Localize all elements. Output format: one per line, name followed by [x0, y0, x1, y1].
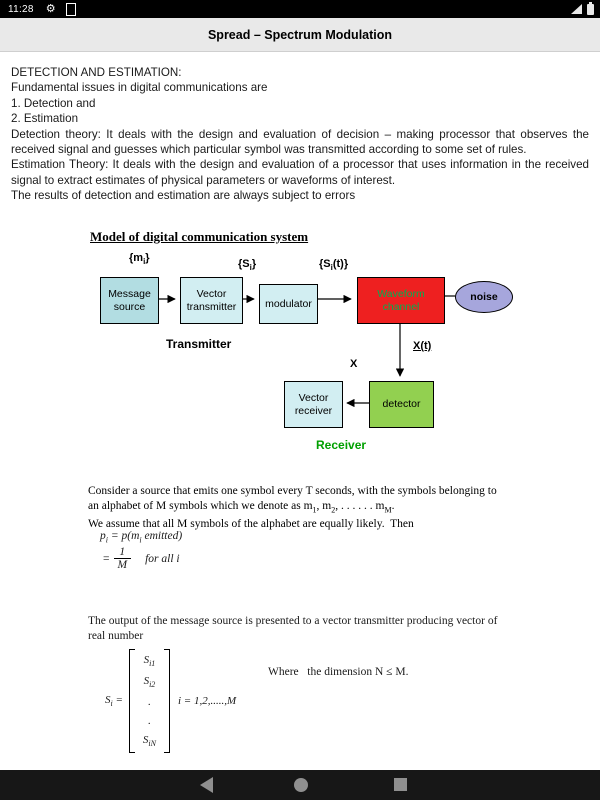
label-si: $\{S_i\}$ — [238, 258, 257, 273]
label-transmitter: Transmitter — [166, 337, 232, 351]
intro-text-block: DETECTION AND ESTIMATION: Fundamental issues in digital communications are 1. Detection and 2. Estimation Detection theory: It deals with the design and evaluation of decision – making processor that observes the received signal and guesses which particular symbol was transmitted according to some set of rules. Estimation Theory: It deals with the design and evaluation of a processor that uses information in the received signal to extract estimates of physical parameters or waveforms of interest. The results of detection and estimation are always subject to errors — [11, 66, 589, 203]
detector-box: detector — [369, 381, 434, 428]
label-xt: X(t) — [413, 340, 432, 352]
label-x: X — [350, 358, 358, 370]
modulator-box: modulator — [259, 284, 318, 324]
signal-vector-matrix: $S_i$ = $S_{i1}$ $S_{i2}$ . . $S_{iN}$ i = 1,2,.....,M — [105, 648, 236, 754]
waveform-channel-box: Waveform channel — [357, 277, 445, 324]
status-time: 11:28 — [8, 3, 34, 15]
signal-icon — [571, 4, 582, 14]
status-bar — [0, 0, 600, 18]
vector-receiver-box: Vector receiver — [284, 381, 343, 428]
label-sit: $\{S_i(t)\}$ — [319, 258, 349, 273]
battery-icon — [587, 4, 594, 15]
fraction-equation: = $\frac{1}{M}$ for all i — [103, 546, 180, 571]
estimation-theory-paragraph: Estimation Theory: It deals with the design and evaluation of a processor that uses information in the received signal to extract estimates of physical parameters or waveforms of interest. — [11, 158, 589, 187]
vector-transmitter-text: The output of the message source is presented to a vector transmitter producing vector of real number — [88, 615, 498, 642]
noise-ellipse: noise — [455, 281, 513, 313]
source-description-text: Consider a source that emits one symbol every T seconds, with the symbols belonging to an alphabet of M symbols which we denote as $m_1$, $m_2$, . . . . . . $m_M$. We assume that all M symbols of the alphabet are equally likely. Then — [88, 485, 497, 531]
dimension-note: Where the dimension N ≤ M. — [268, 666, 409, 678]
message-source-box: Message source — [100, 277, 159, 324]
label-receiver: Receiver — [316, 438, 367, 452]
label-mi: $\{m_i\}$ — [129, 252, 150, 267]
app-bar — [0, 18, 600, 52]
back-button[interactable] — [200, 777, 213, 793]
heading-line: DETECTION AND ESTIMATION: — [11, 66, 182, 79]
navigation-bar — [0, 770, 600, 800]
vector-transmitter-box: Vector transmitter — [180, 277, 243, 324]
diagram-title: Model of digital communication system — [90, 229, 309, 244]
gear-icon: ⚙ — [45, 2, 56, 15]
file-icon — [66, 3, 76, 16]
matrix-right-bracket — [164, 649, 170, 753]
diagram-arrows — [0, 250, 600, 465]
home-button[interactable] — [294, 778, 308, 792]
page-title: Spread – Spectrum Modulation — [207, 27, 393, 42]
probability-equation: $p_i = p(m_i$ emitted) — [100, 530, 183, 545]
block-diagram — [0, 250, 600, 465]
detection-theory-paragraph: Detection theory: It deals with the design and evaluation of decision – making processor that observes the received signal and guesses which particular symbol was transmitted according to some set of rules. — [11, 127, 589, 157]
document-scroll-area[interactable] — [0, 52, 600, 770]
recents-button[interactable] — [394, 778, 407, 791]
